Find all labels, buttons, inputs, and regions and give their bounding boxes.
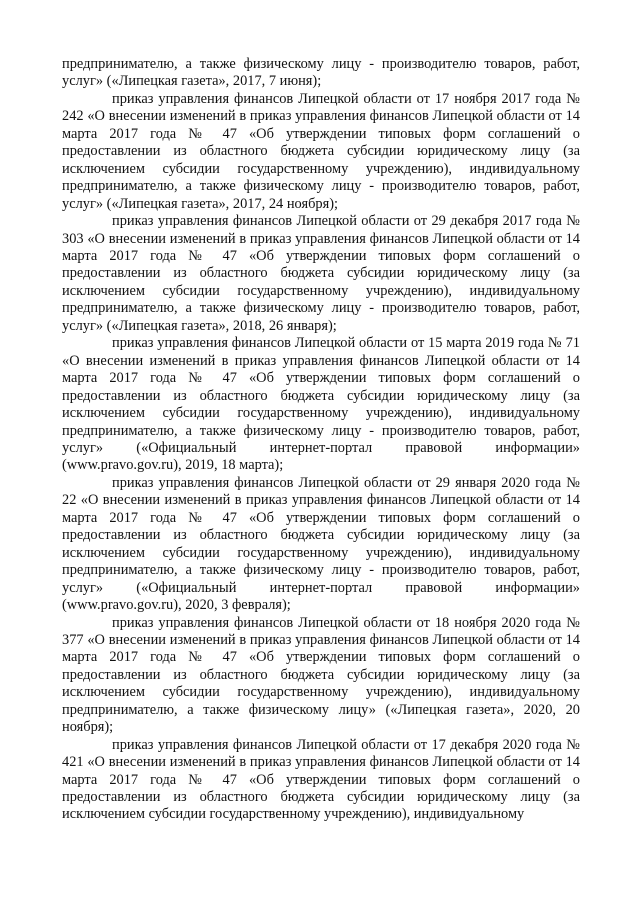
paragraph-order-421: приказ управления финансов Липецкой области от 17 декабря 2020 года № 421 «О внесении изменений в приказ управления финансов Липецкой области от 14 марта 2017 года № 47 «Об утверждении типовых форм соглашений о предоставлении из областного бюджета субсидии юридическому лицу (за исключением субсидии государственному учреждению), индивидуальному bbox=[62, 736, 580, 823]
paragraph-order-377: приказ управления финансов Липецкой области от 18 ноября 2020 года № 377 «О внесении изменений в приказ управления финансов Липецкой области от 14 марта 2017 года № 47 «Об утверждении типовых форм соглашений о предоставлении из областного бюджета субсидии юридическому лицу (за исключением субсидии государственному учреждению), индивидуальному предпринимателю, а также физическому лицу» («Липецкая газета», 2020, 20 ноября); bbox=[62, 614, 580, 736]
paragraph-order-22: приказ управления финансов Липецкой области от 29 января 2020 года № 22 «О внесении изменений в приказ управления финансов Липецкой области от 14 марта 2017 года № 47 «Об утверждении типовых форм соглашений о предоставлении из областного бюджета субсидии юридическому лицу (за исключением субсидии государственному учреждению), индивидуальному предпринимателю, а также физическому лицу - производителю товаров, работ, услуг» («Официальный интернет-портал правовой информации» (www.pravo.gov.ru), 2020, 3 февраля); bbox=[62, 474, 580, 614]
paragraph-order-71: приказ управления финансов Липецкой области от 15 марта 2019 года № 71 «О внесении изменений в приказ управления финансов Липецкой области от 14 марта 2017 года № 47 «Об утверждении типовых форм соглашений о предоставлении из областного бюджета субсидии юридическому лицу (за исключением субсидии государственному учреждению), индивидуальному предпринимателю, а также физическому лицу - производителю товаров, работ, услуг» («Официальный интернет-портал правовой информации» (www.pravo.gov.ru), 2019, 18 марта); bbox=[62, 335, 580, 474]
paragraph-order-303: приказ управления финансов Липецкой области от 29 декабря 2017 года № 303 «О внесении изменений в приказ управления финансов Липецкой области от 14 марта 2017 года № 47 «Об утверждении типовых форм соглашений о предоставлении из областного бюджета субсидии юридическому лицу (за исключением субсидии государственному учреждению), индивидуальному предпринимателю, а также физическому лицу - производителю товаров, работ, услуг» («Липецкая газета», 2018, 26 января); bbox=[62, 213, 580, 334]
paragraph-order-242: приказ управления финансов Липецкой области от 17 ноября 2017 года № 242 «О внесении изменений в приказ управления финансов Липецкой области от 14 марта 2017 года № 47 «Об утверждении типовых форм соглашений о предоставлении из областного бюджета субсидии юридическому лицу (за исключением субсидии государственному учреждению), индивидуальному предпринимателю, а также физическому лицу - производителю товаров, работ, услуг» («Липецкая газета», 2017, 24 ноября); bbox=[62, 90, 580, 212]
paragraph-continuation: предпринимателю, а также физическому лицу - производителю товаров, работ, услуг» («Липецкая газета», 2017, 7 июня); bbox=[62, 56, 580, 90]
document-page bbox=[62, 56, 580, 824]
